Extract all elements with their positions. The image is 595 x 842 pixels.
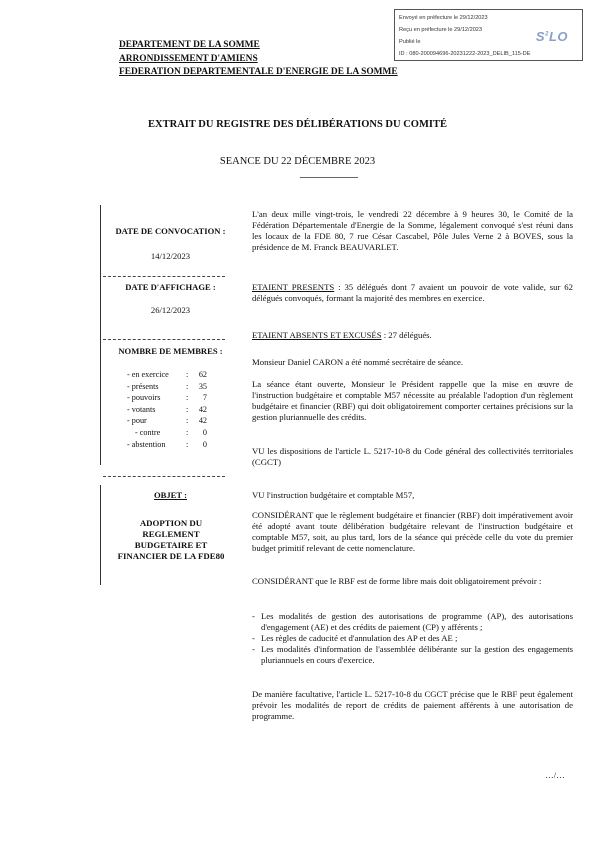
stamp-received-line: Reçu en préfecture le 29/12/2023 xyxy=(399,27,483,33)
stamp-published-line: Publié le xyxy=(399,39,421,45)
list-item: - Les règles de caducité et d'annulation des AP et des AE ; xyxy=(252,633,573,644)
convocation-date: 14/12/2023 xyxy=(150,251,191,261)
considerant-rbf-paragraph: CONSIDÉRANT que le règlement budgétaire et financier (RBF) doit impérativement avoir été adopté avant toute délibération budgétaire relevant de l'instruction budgétaire et comptable M57, soit, au plus tard, lors de la séance qui précède celle du vote du premier budget primitif relevant de cette nomenclature. xyxy=(252,510,573,554)
objet-title: ADOPTION DU REGLEMENT BUDGETAIRE ET FINANCIER DE LA FDE80 xyxy=(117,518,225,561)
left-column-border-top xyxy=(100,205,101,465)
membres-label: NOMBRE DE MEMBRES : xyxy=(118,346,223,356)
list-item: - Les modalités d'information de l'assemblée délibérante sur la gestion des engagements pluriannuels en cours d'exercice. xyxy=(252,644,573,666)
objet-label: OBJET : xyxy=(153,490,188,500)
vu-cgct-paragraph: VU les dispositions de l'article L. 5217-10-8 du Code général des collectivités territoriales (CGCT) xyxy=(252,446,573,468)
stamp-id-line: ID : 080-200094696-20231222-2023_DELIB_115-DE xyxy=(399,51,531,57)
convocation-label: DATE DE CONVOCATION : xyxy=(115,226,226,236)
absents-paragraph: ETAIENT ABSENTS ET EXCUSÉS : 27 délégués. xyxy=(252,330,432,340)
header-arrondissement: ARRONDISSEMENT D'AMIENS xyxy=(119,54,258,64)
continuation-mark: …/… xyxy=(545,770,565,780)
left-column-border-bottom xyxy=(100,485,101,585)
affichage-label: DATE D'AFFICHAGE : xyxy=(125,282,216,292)
seance-divider xyxy=(300,177,358,178)
list-item: - Les modalités de gestion des autorisations de programme (AP), des autorisations d'engagement (AE) et des crédits de paiement (CP) y afférents ; xyxy=(252,611,573,633)
document-title: EXTRAIT DU REGISTRE DES DÉLIBÉRATIONS DU COMITÉ xyxy=(148,119,447,130)
stamp-sent-line: Envoyé en préfecture le 29/12/2023 xyxy=(399,15,488,21)
prefecture-stamp xyxy=(394,9,583,61)
seance-date: SEANCE DU 22 DÉCEMBRE 2023 xyxy=(219,156,376,167)
s2lo-logo: $S^2LO$ xyxy=(535,29,568,44)
president-paragraph: La séance étant ouverte, Monsieur le Président rappelle que la mise en œuvre de l'instruction budgétaire et comptable M57 nécessite au préalable l'adoption d'un règlement budgétaire et financier (RBF) qui doit obligatoirement comporter certaines précisions sur la gestion pluriannuelle des crédits. xyxy=(252,379,573,423)
secretaire-paragraph: Monsieur Daniel CARON a été nommé secrétaire de séance. xyxy=(252,357,464,367)
facultatif-paragraph: De manière facultative, l'article L. 5217-10-8 du CGCT précise que le RBF peut également prévoir les modalités de report de crédits de paiement afférents à une autorisation de programme. xyxy=(252,689,573,722)
considerant-forme-paragraph: CONSIDÉRANT que le RBF est de forme libre mais doit obligatoirement prévoir : xyxy=(252,576,542,586)
intro-paragraph: L'an deux mille vingt-trois, le vendredi 22 décembre à 9 heures 30, le Comité de la Fédération Départementale d'Energie de la Somme, légalement convoqué s'est réuni dans les locaux de la FDE 80, 7 rue César Cascabel, Pôle Jules Verne 2 à BOVES, sous la présidence de M. Franck BEAUVARLET. xyxy=(252,209,573,253)
divider xyxy=(103,476,225,477)
divider xyxy=(103,276,225,277)
vu-m57-paragraph: VU l'instruction budgétaire et comptable M57, xyxy=(252,490,415,500)
affichage-date: 26/12/2023 xyxy=(150,305,191,315)
presents-paragraph: ETAIENT PRESENTS : 35 délégués dont 7 avaient un pouvoir de vote valide, sur 62 délégués convoqués, formant la majorité des membres en exercice. xyxy=(252,282,573,304)
header-federation: FEDERATION DEPARTEMENTALE D'ENERGIE DE LA SOMME xyxy=(119,67,398,77)
membres-list: - en exercice : 62 - présents : 35 - pouvoirs : 7 - votants : 42 - pour : 42 - contre : 0 - abstention : 0 xyxy=(127,370,207,449)
obligations-list xyxy=(252,611,573,666)
divider xyxy=(103,339,225,340)
header-departement: DEPARTEMENT DE LA SOMME xyxy=(119,40,260,50)
